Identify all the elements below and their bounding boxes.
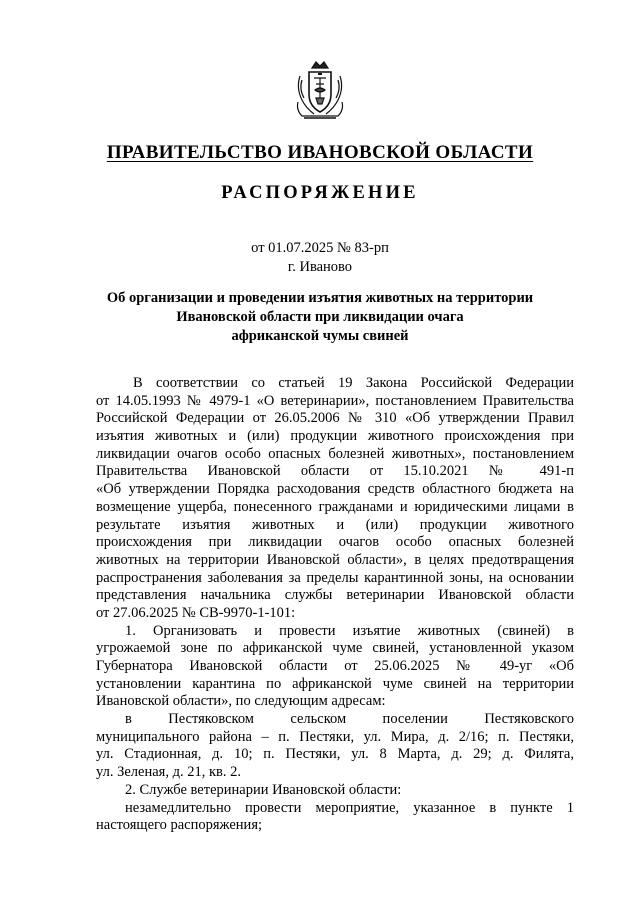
document-type-title: РАСПОРЯЖЕНИЕ [221,183,419,203]
body-line: представления начальника службы ветеринарии Ивановской области [96,587,574,604]
body-line: 2. Службе ветеринарии Ивановской области: [125,781,402,798]
subject-line: африканской чумы свиней [231,328,409,344]
item-1-paragraph [96,623,574,711]
preamble-paragraph [96,375,574,623]
body-line: незамедлительно провести мероприятие, указанное в пункте 1 [125,799,574,816]
subject-line: Ивановской области при ликвидации очага [176,309,464,325]
body-line: от 27.06.2025 № СВ-9970-1-101: [96,604,296,621]
item-2-subparagraph [96,800,574,835]
body-line: ул. Зеленая, д. 21, кв. 2. [96,764,241,781]
body-line: возмещение ущерба, понесенного гражданами и юридическими лицами в [96,498,574,515]
body-line: Губернатора Ивановской области от 25.06.2025 № 49-уг «Об [96,658,574,674]
document-city: г. Иваново [287,259,353,275]
body-line: от 14.05.1993 № 4979-1 «О ветеринарии», постановлением Правительства [96,392,574,409]
body-line: Российской Федерации от 26.05.2006 № 310 «Об утверждении Правил [96,410,574,427]
body-line: изъятия животных и (или) продукции животного происхождения при [96,428,574,445]
body-line: «Об утверждении Порядка расходования средств областного бюджета на [96,481,574,498]
body-line: установлении карантина по африканской чуме свиней на территории [96,675,574,692]
body-line: ул. Стадионная, д. 10; п. Пестяки, ул. 8 Марта, д. 29; д. Филята, [96,746,574,763]
item-2-paragraph [96,782,574,800]
subject-line: Об организации и проведении изъятия животных на территории [106,290,534,306]
document-body [96,375,574,835]
coat-of-arms-emblem [292,58,348,122]
item-1-address-paragraph [96,711,574,782]
body-line: 1. Организовать и провести изъятие животных (свиней) в [125,622,574,639]
document-date-number: от 01.07.2025 № 83-рп [251,240,389,256]
body-line: результате изъятия животных и (или) продукции животного [96,516,574,533]
body-line: муниципального района – п. Пестяки, ул. Мира, д. 2/16; п. Пестяки, [96,728,574,745]
body-line: происхождения при ликвидации очагов особо опасных болезней [96,534,574,551]
document-subject [96,289,544,346]
body-line: Ивановской области», по следующим адресам: [96,693,386,710]
body-line: угрожаемой зоне по африканской чуме свиней, установленной указом [96,640,574,657]
body-line: в Пестяковском сельском поселении Пестяковского [125,711,574,728]
body-line: настоящего распоряжения; [96,817,263,834]
organization-title: ПРАВИТЕЛЬСТВО ИВАНОВСКОЙ ОБЛАСТИ [106,142,534,163]
body-line: животных на территории Ивановской области», в целях предотвращения [96,551,574,568]
body-line: ликвидации очагов особо опасных болезней животных», постановлением [96,445,574,462]
body-line: Правительства Ивановской области от 15.10.2021 № 491-п [96,463,574,480]
body-line: В соответствии со статьей 19 Закона Российской Федерации [133,375,574,391]
body-line: распространения заболевания за пределы карантинной зоны, на основании [96,569,574,586]
